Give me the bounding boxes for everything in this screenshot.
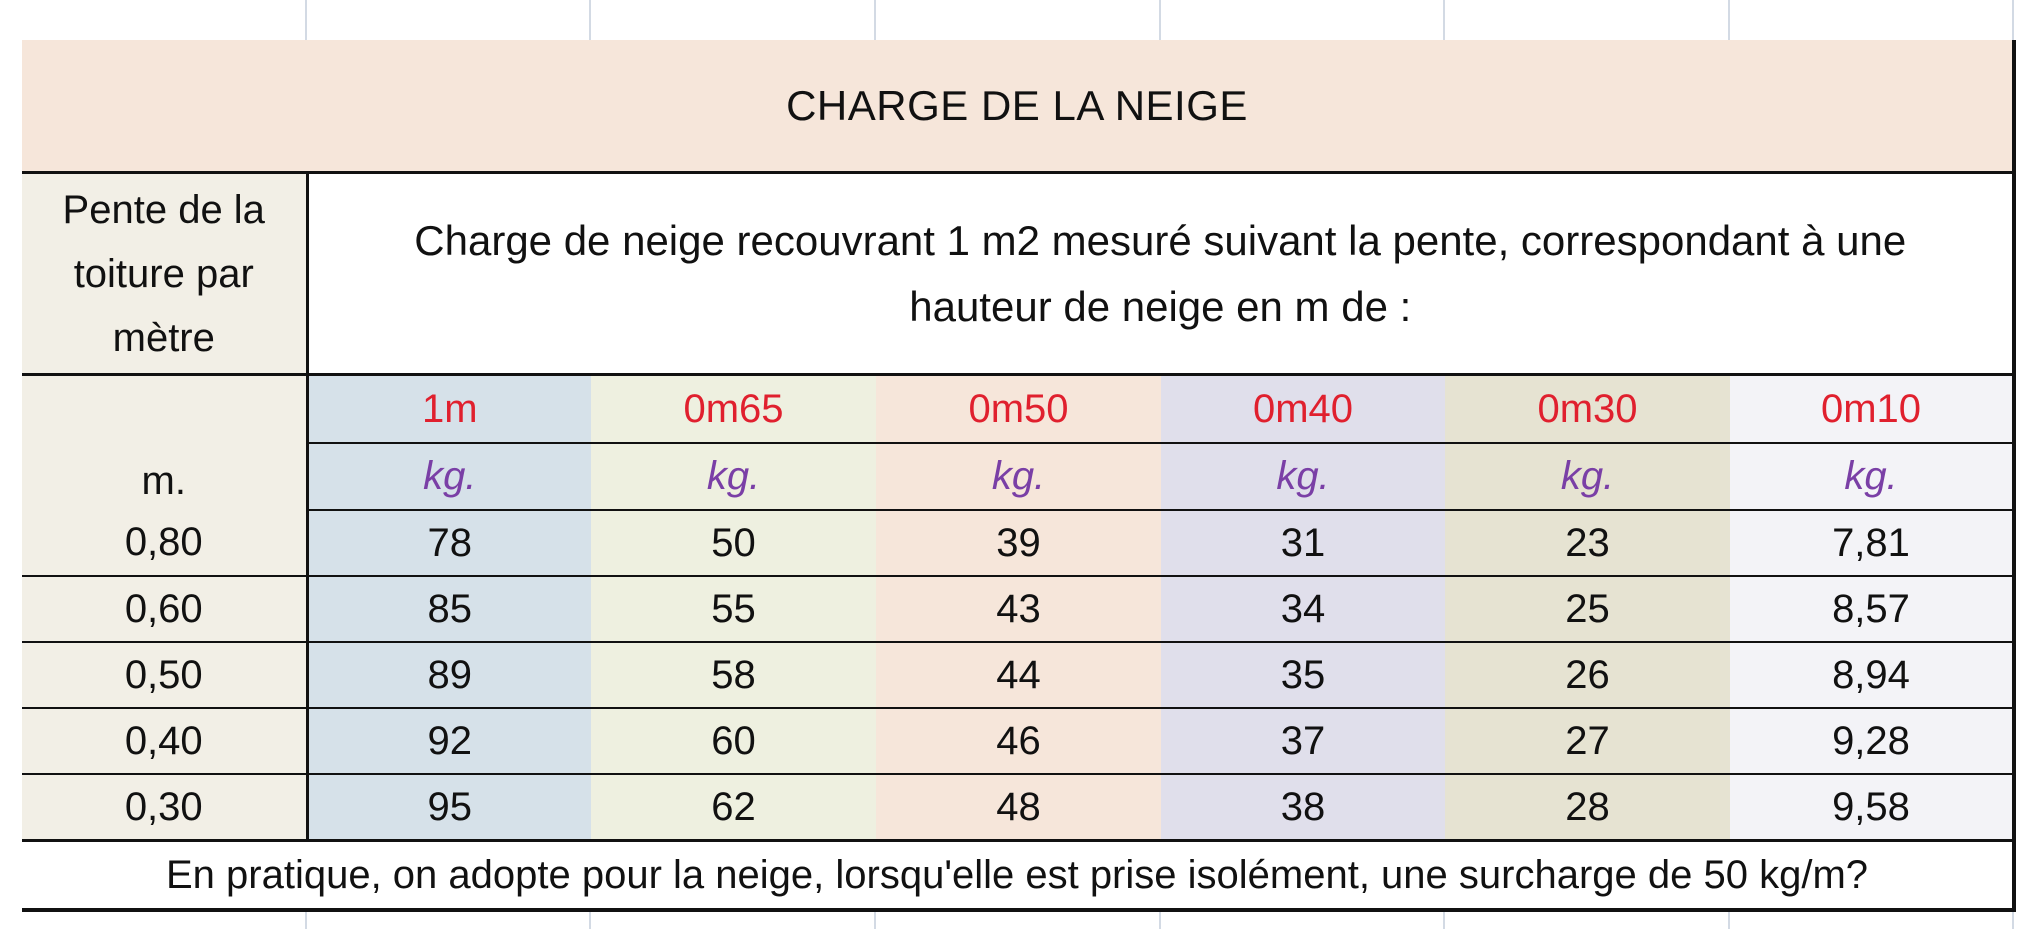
slope-column-header (22, 173, 307, 375)
snow-load-table (22, 40, 2016, 912)
footer-note: En pratique, on adopte pour la neige, lorsqu'elle est prise isolément, une surcharge de 50 kg/m? (22, 841, 2014, 911)
load-value: 7,81 (1730, 510, 2014, 576)
slope-value: 0,30 (22, 774, 307, 841)
snow-height-header: 0m40 (1161, 375, 1445, 444)
slope-unit-cell (22, 375, 307, 511)
load-value: 92 (307, 708, 591, 774)
load-value: 8,94 (1730, 642, 2014, 708)
load-value: 38 (1161, 774, 1445, 841)
load-value: 58 (591, 642, 876, 708)
slope-value: 0,60 (22, 576, 307, 642)
slope-value: 0,50 (22, 642, 307, 708)
table-row (22, 774, 2014, 841)
load-value: 55 (591, 576, 876, 642)
unit-label: kg. (1445, 443, 1730, 510)
unit-label: kg. (1730, 443, 2014, 510)
load-value: 46 (876, 708, 1161, 774)
load-value: 26 (1445, 642, 1730, 708)
load-value: 43 (876, 576, 1161, 642)
load-value: 9,28 (1730, 708, 2014, 774)
unit-label: kg. (591, 443, 876, 510)
load-value: 28 (1445, 774, 1730, 841)
slope-header-line: Pente de la (62, 187, 265, 232)
load-value: 23 (1445, 510, 1730, 576)
table-row (22, 576, 2014, 642)
description-header (307, 173, 2014, 375)
unit-label: kg. (307, 443, 591, 510)
description-line: Charge de neige recouvrant 1 m2 mesuré suivant la pente, correspondant à une (414, 216, 1907, 264)
load-value: 37 (1161, 708, 1445, 774)
slope-value: 0,80 (22, 510, 307, 576)
load-value: 78 (307, 510, 591, 576)
table-title: CHARGE DE LA NEIGE (22, 40, 2014, 173)
snow-height-header: 0m50 (876, 375, 1161, 444)
load-value: 34 (1161, 576, 1445, 642)
snow-height-header: 0m65 (591, 375, 876, 444)
load-value: 89 (307, 642, 591, 708)
table-row (22, 510, 2014, 576)
load-value: 9,58 (1730, 774, 2014, 841)
load-value: 95 (307, 774, 591, 841)
snow-height-header: 0m10 (1730, 375, 2014, 444)
unit-label: kg. (1161, 443, 1445, 510)
load-value: 44 (876, 642, 1161, 708)
load-value: 8,57 (1730, 576, 2014, 642)
slope-header-line: toiture par (73, 251, 254, 296)
load-value: 60 (591, 708, 876, 774)
load-value: 35 (1161, 642, 1445, 708)
load-value: 48 (876, 774, 1161, 841)
slope-header-line: mètre (112, 315, 215, 360)
snow-height-header: 0m30 (1445, 375, 1730, 444)
snow-height-header: 1m (307, 375, 591, 444)
load-value: 25 (1445, 576, 1730, 642)
table-row (22, 642, 2014, 708)
load-value: 27 (1445, 708, 1730, 774)
description-line: hauteur de neige en m de : (909, 282, 1412, 330)
load-value: 62 (591, 774, 876, 841)
load-value: 85 (307, 576, 591, 642)
slope-unit: m. (141, 458, 186, 503)
load-value: 50 (591, 510, 876, 576)
slope-value: 0,40 (22, 708, 307, 774)
table-row (22, 708, 2014, 774)
load-value: 39 (876, 510, 1161, 576)
unit-label: kg. (876, 443, 1161, 510)
load-value: 31 (1161, 510, 1445, 576)
